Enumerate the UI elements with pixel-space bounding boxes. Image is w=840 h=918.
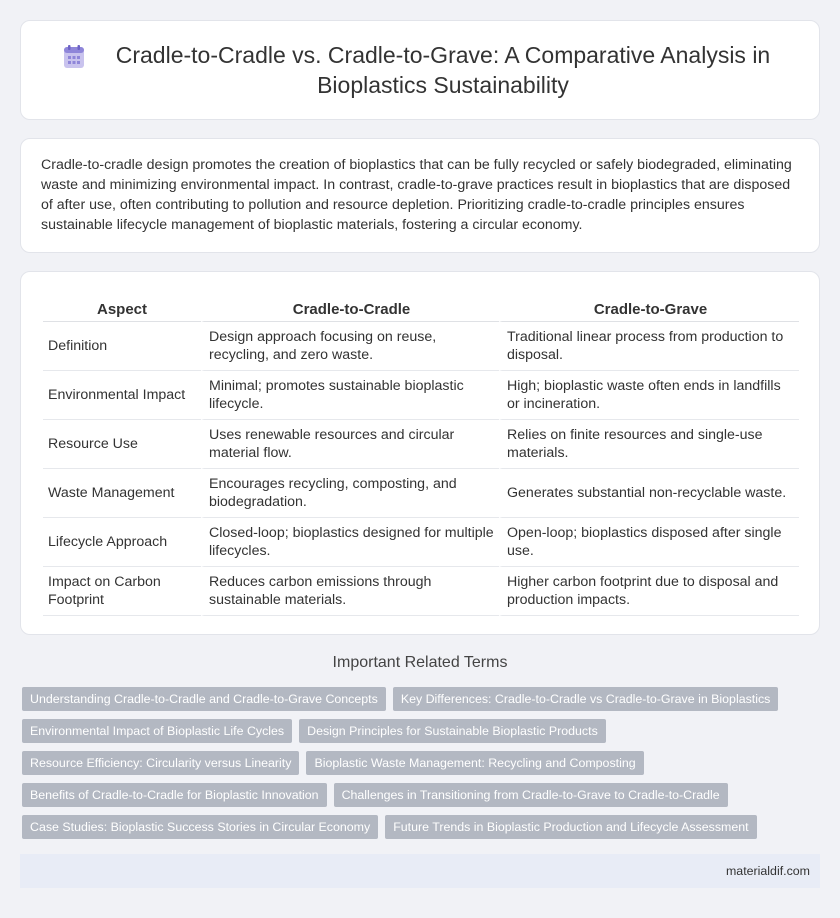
document-icon — [61, 44, 87, 70]
related-term-link[interactable]: Bioplastic Waste Management: Recycling and Composting — [306, 751, 643, 775]
related-terms-heading: Important Related Terms — [332, 654, 508, 671]
table-cell-cradle-to-cradle: Encourages recycling, composting, and biodegradation. — [201, 469, 499, 518]
column-header-aspect: Aspect — [43, 294, 201, 322]
table-cell-aspect: Impact on Carbon Footprint — [43, 567, 201, 616]
table-header-row — [43, 294, 799, 322]
comparison-table-card — [20, 271, 820, 635]
related-term-link[interactable]: Resource Efficiency: Circularity versus Linearity — [22, 751, 299, 775]
related-term-link[interactable]: Benefits of Cradle-to-Cradle for Bioplastic Innovation — [22, 783, 327, 807]
table-cell-aspect: Waste Management — [43, 469, 201, 518]
table-cell-cradle-to-cradle: Uses renewable resources and circular material flow. — [201, 420, 499, 469]
table-cell-aspect: Definition — [43, 322, 201, 371]
intro-card — [20, 138, 820, 253]
table-row — [43, 469, 799, 518]
related-term-link[interactable]: Design Principles for Sustainable Bioplastic Products — [299, 719, 606, 743]
table-cell-cradle-to-cradle: Closed-loop; bioplastics designed for multiple lifecycles. — [201, 518, 499, 567]
table-cell-cradle-to-cradle: Reduces carbon emissions through sustainable materials. — [201, 567, 499, 616]
table-cell-aspect: Resource Use — [43, 420, 201, 469]
table-cell-cradle-to-grave: Higher carbon footprint due to disposal and production impacts. — [499, 567, 799, 616]
related-term-link[interactable]: Challenges in Transitioning from Cradle-to-Grave to Cradle-to-Cradle — [334, 783, 728, 807]
tag-row — [22, 719, 822, 743]
table-row — [43, 371, 799, 420]
related-term-link[interactable]: Understanding Cradle-to-Cradle and Cradle-to-Grave Concepts — [22, 687, 386, 711]
column-header-cradle-to-cradle: Cradle-to-Cradle — [201, 294, 499, 322]
tag-row — [22, 751, 822, 775]
tag-row — [22, 815, 822, 839]
tag-row — [22, 687, 822, 711]
intro-paragraph: Cradle-to-cradle design promotes the creation of bioplastics that can be fully recycled or safely biodegraded, eliminating waste and minimizing environmental impact. In contrast, cradle-to-grave practices result in bioplastics that are disposed of after use, often contributing to pollution and resource depletion. Prioritizing cradle-to-cradle principles ensures sustainable lifecycle management of bioplastic materials, fostering a circular economy. — [41, 157, 792, 233]
title-wrap — [21, 40, 819, 100]
comparison-table — [43, 294, 799, 616]
footer-site-link[interactable]: materialdif.com — [725, 864, 810, 878]
related-term-link[interactable]: Case Studies: Bioplastic Success Stories in Circular Economy — [22, 815, 378, 839]
related-term-link[interactable]: Environmental Impact of Bioplastic Life Cycles — [22, 719, 292, 743]
table-row — [43, 420, 799, 469]
table-cell-cradle-to-grave: Relies on finite resources and single-use materials. — [499, 420, 799, 469]
table-cell-cradle-to-cradle: Minimal; promotes sustainable bioplastic lifecycle. — [201, 371, 499, 420]
table-row — [43, 518, 799, 567]
table-cell-aspect: Lifecycle Approach — [43, 518, 201, 567]
page-title: Cradle-to-Cradle vs. Cradle-to-Grave: A Comparative Analysis in Bioplastics Sustainability — [115, 42, 771, 98]
table-cell-cradle-to-grave: High; bioplastic waste often ends in landfills or incineration. — [499, 371, 799, 420]
tag-row — [22, 783, 822, 807]
table-row — [43, 567, 799, 616]
table-row — [43, 322, 799, 371]
related-term-link[interactable]: Key Differences: Cradle-to-Cradle vs Cradle-to-Grave in Bioplastics — [393, 687, 779, 711]
table-cell-cradle-to-grave: Generates substantial non-recyclable waste. — [499, 469, 799, 518]
related-terms-list — [22, 687, 822, 847]
table-cell-cradle-to-cradle: Design approach focusing on reuse, recycling, and zero waste. — [201, 322, 499, 371]
table-cell-cradle-to-grave: Traditional linear process from production to disposal. — [499, 322, 799, 371]
related-term-link[interactable]: Future Trends in Bioplastic Production and Lifecycle Assessment — [385, 815, 756, 839]
table-cell-cradle-to-grave: Open-loop; bioplastics disposed after single use. — [499, 518, 799, 567]
table-cell-aspect: Environmental Impact — [43, 371, 201, 420]
footer — [20, 854, 820, 888]
header-card — [20, 20, 820, 120]
column-header-cradle-to-grave: Cradle-to-Grave — [499, 294, 799, 322]
